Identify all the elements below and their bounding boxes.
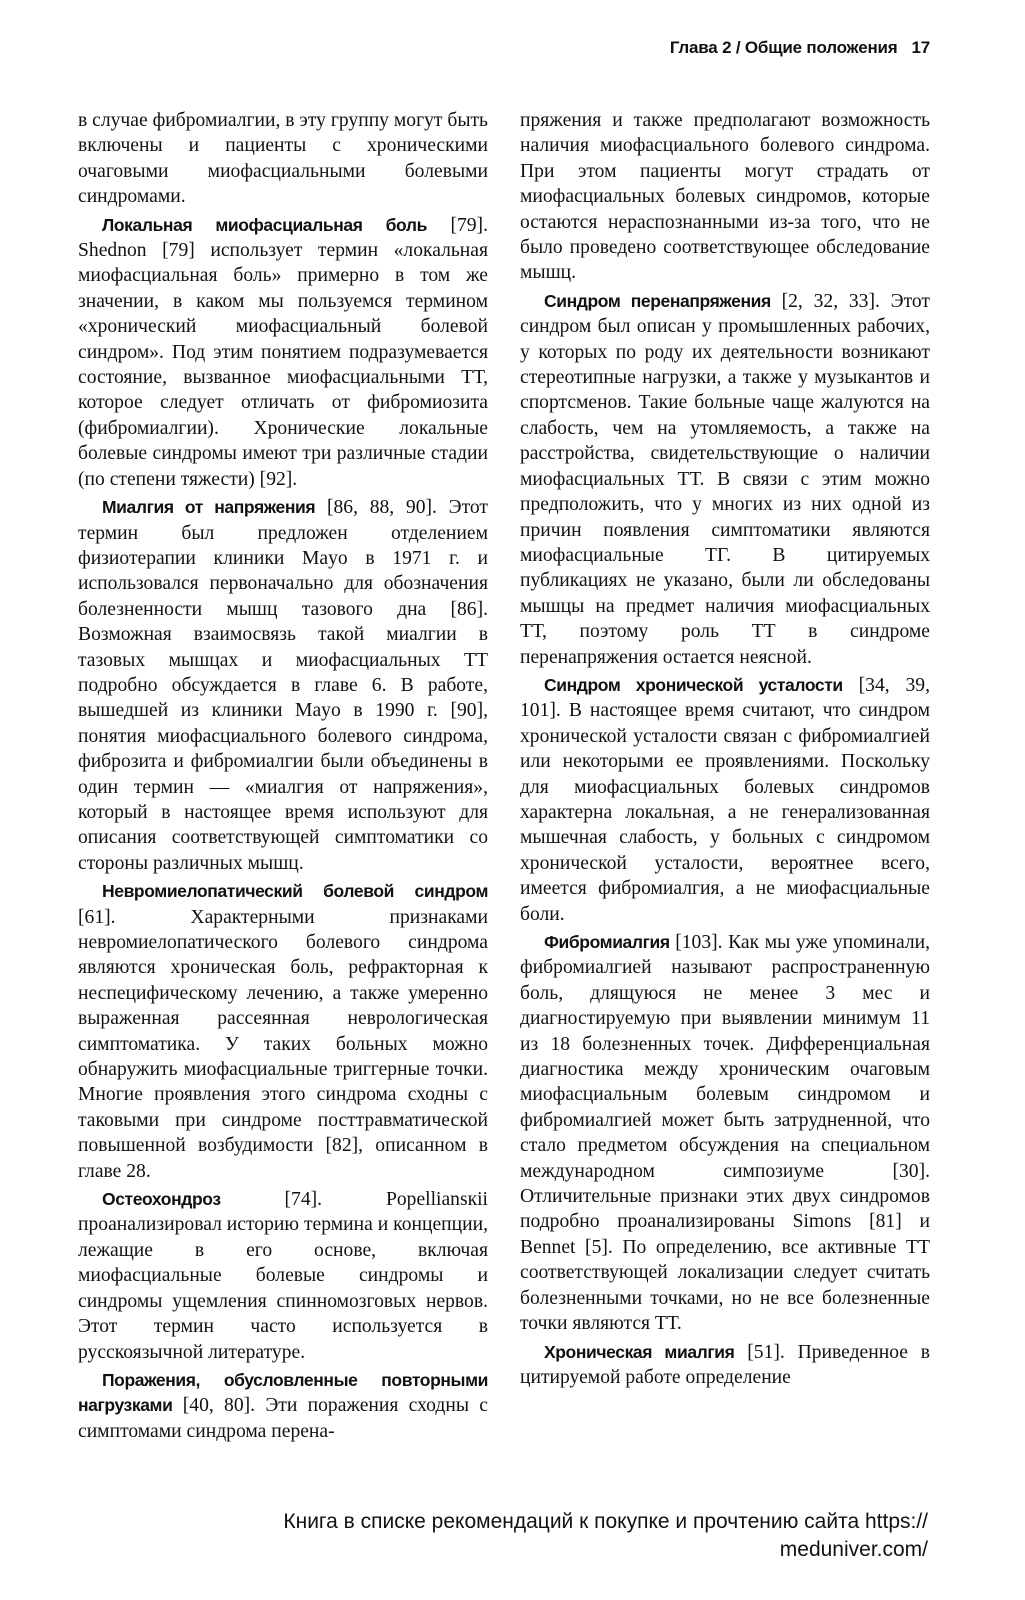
footer-link[interactable]: meduniver.com/ [779, 1538, 928, 1561]
paragraph [78, 879, 488, 1184]
paragraph-text: [40, 80]. Эти поражения сходны с симптомами синдрома перена- [78, 1395, 488, 1442]
paragraph-text: [74]. Popelliansкii проанализировал историю термина и концепции, лежащие в его основе, включая миофасциальные болевые синдромы и синдромы ущемления спинномозговых нервов. Этот термин часто используется в русскоязычной литературе. [78, 1189, 488, 1363]
paragraph-text: [79]. Shednon [79] использует термин «локальная миофасциальная боль» примерно в том же значении, в каком мы пользуемся термином «хронический миофасциальный болевой синдром». Под этим понятием подразумевается состояние, вызванное миофасциальными ТТ, которое следует отличать от фибромиозита (фибромиалгии). Хронические локальные болевые синдромы имеют три различные стадии (по степени тяжести) [92]. [78, 214, 488, 490]
page-number: 17 [911, 38, 930, 57]
paragraph-text: [61]. Характерными признаками невромиелопатического болевого синдрома являются хроническая боль, рефракторная к неспецифическому лечению, а также умеренно выраженная рассеянная неврологическая симптоматика. У таких больных можно обнаружить миофасциальные триггерные точки. Многие проявления этого синдрома сходны с таковыми при синдроме посттравматической повышенной возбудимости [82], описанном в главе 28. [78, 906, 488, 1182]
left-column [78, 108, 488, 1447]
term-heading: Хроническая миалгия [544, 1341, 735, 1362]
paragraph [520, 673, 930, 927]
paragraph [520, 289, 930, 670]
paragraph-text: [2, 32, 33]. Этот синдром был описан у промышленных рабочих, у которых по роду их деятельности возникают стереотипные нагрузки, а также у музыкантов и спортсменов. Такие больные чаще жалуются на слабость, чем на утомляемость, а также на расстройства, свидетельствующие о наличии миофасциальных ТТ. В связи с этим можно предположить, что у многих из них одной из причин появления симптоматики являются миофасциальные ТГ. В цитируемых публикациях не указано, были ли обследованы мышцы на предмет наличия миофасциальных ТТ, поэтому роль ТТ в синдроме перенапряжения остается неясной. [520, 290, 930, 668]
running-header [670, 38, 930, 58]
term-heading: Синдром перенапряжения [544, 290, 771, 311]
paragraph [520, 930, 930, 1337]
paragraph [520, 1340, 930, 1391]
term-heading: Синдром хронической усталости [544, 674, 843, 695]
paragraph-text: пряжения и также предполагают возможность наличия миофасциального болевого синдрома. При этом пациенты могут страдать от миофасциальных болевых синдромов, которые остаются нераспознанными из-за того, что не было проведено соответствующее обследование мышц. [520, 110, 930, 284]
paragraph [78, 213, 488, 492]
term-heading: Невромиелопатический болевой синдром [102, 881, 488, 902]
paragraph [78, 1187, 488, 1365]
paragraph-text: в случае фибромиалгии, в эту группу могут быть включены и пациенты с хроническими очаговыми миофасциальными болевыми синдромами. [78, 110, 488, 208]
term-heading: Локальная миофасциальная боль [102, 214, 427, 235]
paragraph [78, 1368, 488, 1444]
paragraph-text: [86, 88, 90]. Этот термин был предложен отделением физиотерапии клиники Мayo в 1971 г. и использовался первоначально для обозначения болезненности мышц тазового дна [86]. Возможная взаимосвязь такой миалгии в тазовых мышцах и миофасциальных ТТ подробно обсуждается в главе 6. В работе, вышедшей из клиники Мayo в 1990 г. [90], понятия миофасциального болевого синдрома, фиброзита и фибромиалгии были объединены в один термин — «миалгия от напряжения», который в настоящее время используют для описания соответствующей симптоматики со стороны различных мышц. [78, 497, 488, 874]
paragraph-text: [34, 39, 101]. В настоящее время считают, что синдром хронической усталости связан с фибромиалгией или некоторыми ее проявлениями. Поскольку для миофасциальных болевых синдромов характерна локальная, а не генерализованная мышечная слабость, у больных с синдромом хронической усталости, вероятнее всего, имеется фибромиалгия, а не миофасциальные боли. [520, 674, 930, 925]
term-heading: Миалгия от напряжения [102, 497, 316, 518]
term-heading: Поражения, обусловленные повторными нагрузками [78, 1369, 488, 1416]
footer-line: Книга в списке рекомендаций к покупке и прочтению сайта https:// [283, 1510, 928, 1533]
paragraph [78, 108, 488, 210]
term-heading: Фибромиалгия [544, 932, 670, 952]
paragraph [520, 108, 930, 286]
paragraph [78, 495, 488, 876]
chapter-title: Глава 2 / Общие положения [669, 38, 898, 57]
watermark-footer [168, 1508, 928, 1564]
right-column [520, 108, 930, 1393]
paragraph-text: [103]. Как мы уже упоминали, фибромиалгией называют распространенную боль, длящуюся не менее 3 мес и диагностируемую при выявлении минимум 11 из 18 болезненных точек. Дифференциальная диагностика между хроническим очаговым миофасциальным болевым синдромом и фибромиалгией может быть затрудненной, что стало предметом обсуждения на специальном международном симпозиуме [30]. Отличительные признаки этих двух синдромов подробно проанализированы Simons [81] и Bennet [5]. По определению, все активные ТТ соответствующей локализации следует считать болезненными точками, но не все болезненные точки являются ТТ. [520, 932, 930, 1335]
term-heading: Остеохондроз [102, 1189, 221, 1210]
paragraph-text: [51]. Приведенное в цитируемой работе определение [520, 1341, 930, 1388]
